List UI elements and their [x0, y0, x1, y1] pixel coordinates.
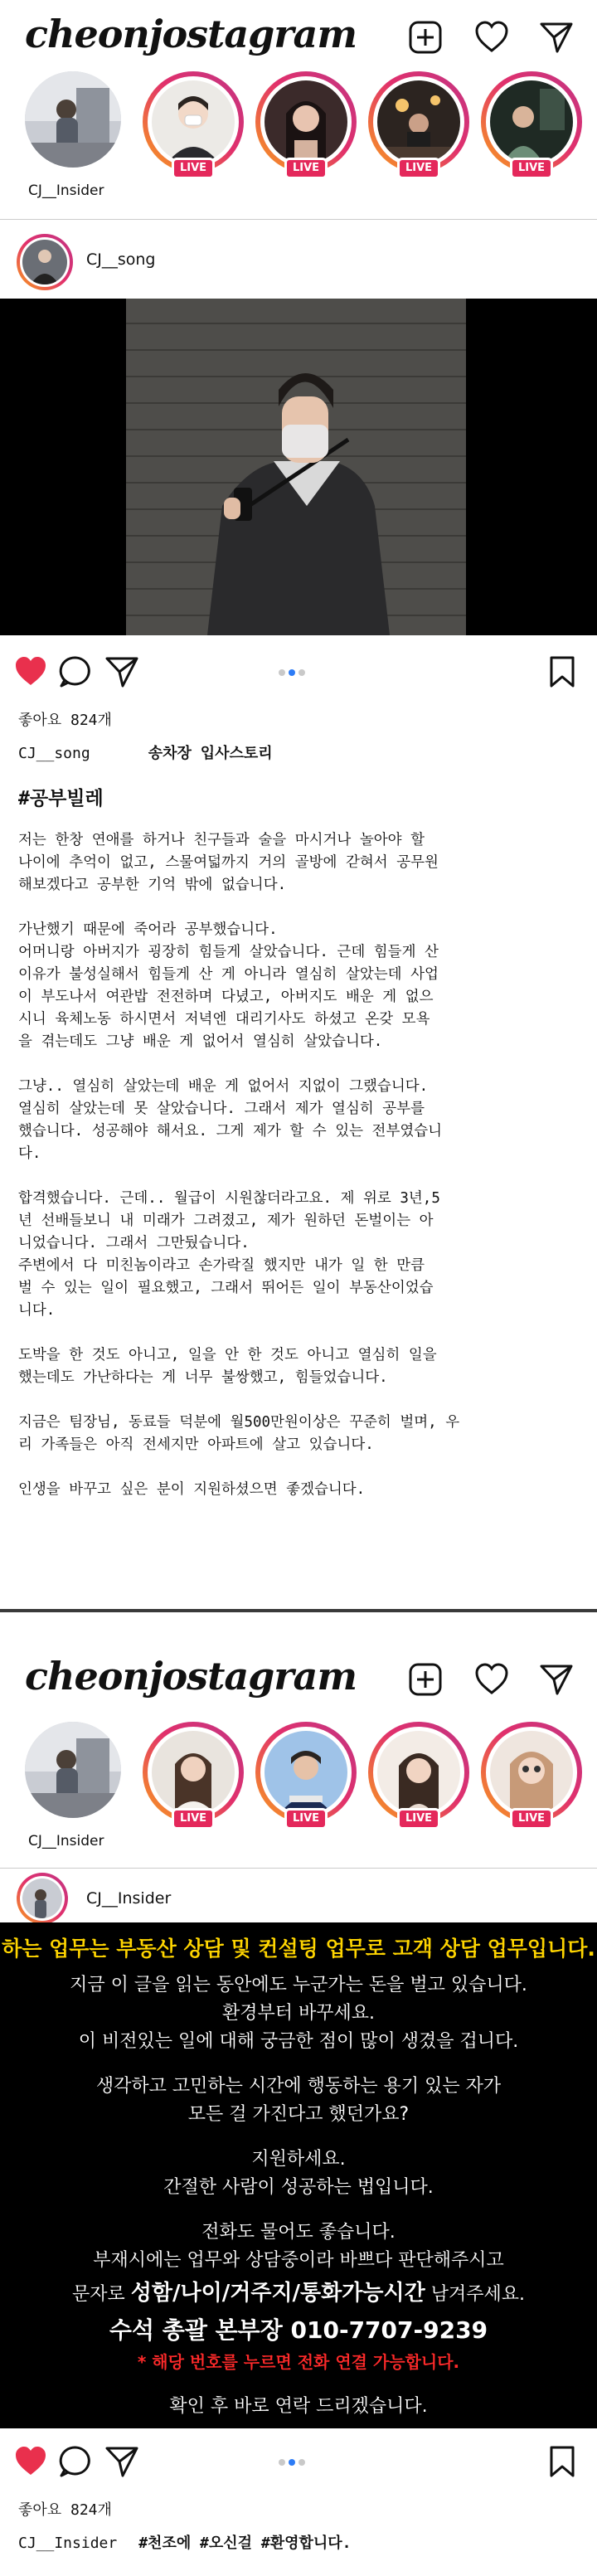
- screen-2: [0, 1612, 597, 2576]
- caption-paragraph: 도박을 한 것도 아니고, 일을 안 한 것도 아니고 열심히 일을 했는데도 가난하다는 게 너무 불쌍했고, 힘들었습니다.: [18, 1347, 437, 1386]
- ad-phone-note: * 해당 번호를 누르면 전화 연결 가능합니다.: [137, 2352, 460, 2372]
- caption-paragraph: 그냥.. 열심히 살았는데 배운 게 없어서 지없이 그랬습니다. 열심히 살았는데 못 살았습니다. 그래서 제가 열심히 공부를 했습니다. 성공해야 해서요. 그게 제가 할 수 있는 전부였습니 다.: [18, 1078, 443, 1162]
- share-send-icon[interactable]: [104, 655, 139, 690]
- bookmark-icon[interactable]: [547, 655, 582, 690]
- likes-count: 좋아요 824개: [18, 2501, 112, 2519]
- post-header: [0, 221, 597, 300]
- live-badge: LIVE: [510, 1808, 553, 1830]
- app-logo: cheonjostagram: [25, 1654, 357, 1699]
- ad-headline: 하는 업무는 부동산 상담 및 컨설팅 업무로 고객 상담 업무입니다.: [2, 1937, 595, 1961]
- avatar: [377, 80, 460, 163]
- avatar: [25, 1722, 121, 1818]
- caption-paragraph: 합격했습니다. 근데.. 월급이 시원찮더라고요. 제 위로 3년,5 년 선배들보니 내 미래가 그려졌고, 제가 원하던 돈벌이는 아 니었습니다. 그래서 그만뒀습니다. 주변에서 다 미친놈이라고 손가락질 했지만 내가 일 한 만큼 벌 수 있는 일이 필요했고, 그래서 뛰어든 일이 부동산이었습 니다.: [18, 1190, 440, 1319]
- caption-paragraph: 가난했기 때문에 죽어라 공부했습니다. 어머니랑 아버지가 굉장히 힘들게 살았습니다. 근데 힘들게 산 이유가 불성실해서 힘들게 산 게 아니라 열심히 살았는데 사업 이 부도나서 여관밥 전전하며 다녔고, 아버지도 배운 게 없으 시니 육체노동 하시면서 저녁엔 대리기사도 하셨고 온갖 모욕 을 겪는데도 그냥 배운 게 없어서 열심히 살았습니다.: [18, 921, 439, 1050]
- caption-hashtags[interactable]: #천조에 #오신걸 #환영합니다.: [138, 2535, 352, 2552]
- ad-line-bold: 성함/나이/거주지/통화가능시간: [130, 2281, 425, 2306]
- ad-line: 부재시에는 업무와 상담중이라 바쁘다 판단해주시고: [93, 2250, 504, 2271]
- post-actions: [0, 647, 597, 697]
- comment-icon[interactable]: [58, 655, 93, 690]
- share-send-icon[interactable]: [104, 2445, 139, 2480]
- send-icon[interactable]: [537, 18, 575, 56]
- caption-username[interactable]: CJ__song: [18, 745, 90, 762]
- like-heart-icon[interactable]: [13, 2445, 48, 2480]
- divider: [0, 219, 597, 220]
- avatar: [152, 1731, 235, 1814]
- top-bar: [0, 1612, 597, 1699]
- ad-line: 전화도 물어도 좋습니다.: [201, 2222, 396, 2243]
- post-actions: [0, 2437, 597, 2486]
- send-icon[interactable]: [537, 1660, 575, 1699]
- ad-line: 환경부터 바꾸세요.: [221, 2003, 375, 2024]
- post-avatar[interactable]: [17, 234, 73, 290]
- caption-line: [18, 741, 273, 763]
- comment-icon[interactable]: [58, 2445, 93, 2480]
- post-photo-image: [0, 299, 597, 635]
- top-bar: [0, 0, 597, 80]
- post-header: [0, 1848, 597, 1916]
- new-post-icon[interactable]: [406, 18, 444, 56]
- heart-icon[interactable]: [473, 1660, 511, 1699]
- post-photo: [0, 299, 597, 635]
- story-name: CJ__Insider: [28, 182, 104, 199]
- caption-paragraph: 저는 한창 연애를 하거나 친구들과 술을 마시거나 놀아야 할 나이에 추억이 없고, 스물여덟까지 거의 골방에 갇혀서 공무원 해보겠다고 공부한 기억 밖에 없습니다.: [18, 832, 439, 893]
- ad-line: 확인 후 바로 연락 드리겠습니다.: [169, 2396, 428, 2417]
- stories-row: [0, 71, 597, 237]
- ad-contact-request: [0, 2276, 597, 2306]
- ad-line: 지원하세요.: [251, 2149, 346, 2170]
- caption-title: 송차장 입사스토리: [148, 745, 273, 762]
- post-username[interactable]: CJ__Insider: [86, 1889, 172, 1908]
- ad-line: 생각하고 고민하는 시간에 행동하는 용기 있는 자가: [95, 2076, 502, 2097]
- like-heart-icon[interactable]: [13, 655, 48, 690]
- caption-paragraph: 지금은 팀장님, 동료들 덕분에 월500만원이상은 꾸준히 벌며, 우 리 가족들은 아직 전세지만 아파트에 살고 있습니다.: [18, 1414, 460, 1453]
- avatar: [25, 71, 121, 168]
- ad-line: 이 비전있는 일에 대해 궁금한 점이 많이 생겼을 겁니다.: [78, 2031, 519, 2052]
- heart-icon[interactable]: [473, 18, 511, 56]
- ad-line: 지금 이 글을 읽는 동안에도 누군가는 돈을 벌고 있습니다.: [70, 1975, 527, 1995]
- live-badge: LIVE: [172, 1808, 215, 1830]
- avatar: [490, 1731, 573, 1814]
- ad-line: 간절한 사람이 성공하는 법입니다.: [163, 2177, 434, 2198]
- bookmark-icon[interactable]: [547, 2445, 582, 2480]
- recruit-ad-panel: [0, 1922, 597, 2428]
- live-badge: LIVE: [510, 158, 553, 179]
- app-logo: cheonjostagram: [25, 12, 357, 56]
- live-badge: LIVE: [397, 1808, 440, 1830]
- ad-line-suffix: 남겨주세요.: [425, 2284, 525, 2305]
- ad-line: 모든 걸 가진다고 했던가요?: [187, 2104, 410, 2125]
- avatar: [377, 1731, 460, 1814]
- live-badge: LIVE: [284, 158, 328, 179]
- ad-phone-link[interactable]: 수석 총괄 본부장 010-7707-9239: [109, 2316, 488, 2344]
- avatar: [265, 80, 347, 163]
- story-name: CJ__Insider: [28, 1833, 104, 1849]
- caption-paragraph: 인생을 바꾸고 싶은 분이 지원하셨으면 좋겠습니다.: [18, 1481, 366, 1498]
- carousel-dots: [279, 2453, 328, 2462]
- avatar: [490, 80, 573, 163]
- caption-line: [18, 2531, 352, 2553]
- live-badge: LIVE: [397, 158, 440, 179]
- avatar: [265, 1731, 347, 1814]
- post-avatar[interactable]: [17, 1873, 68, 1924]
- live-badge: LIVE: [284, 1808, 328, 1830]
- likes-count: 좋아요 824개: [18, 712, 112, 729]
- carousel-dots: [279, 663, 328, 672]
- caption-username[interactable]: CJ__Insider: [18, 2535, 118, 2552]
- caption-hashtag[interactable]: #공부빌레: [18, 788, 104, 809]
- ad-line-prefix: 문자로: [72, 2284, 131, 2305]
- caption-body: [18, 829, 579, 1524]
- post-username[interactable]: CJ__song: [86, 250, 156, 269]
- new-post-icon[interactable]: [406, 1660, 444, 1699]
- avatar: [152, 80, 235, 163]
- live-badge: LIVE: [172, 158, 215, 179]
